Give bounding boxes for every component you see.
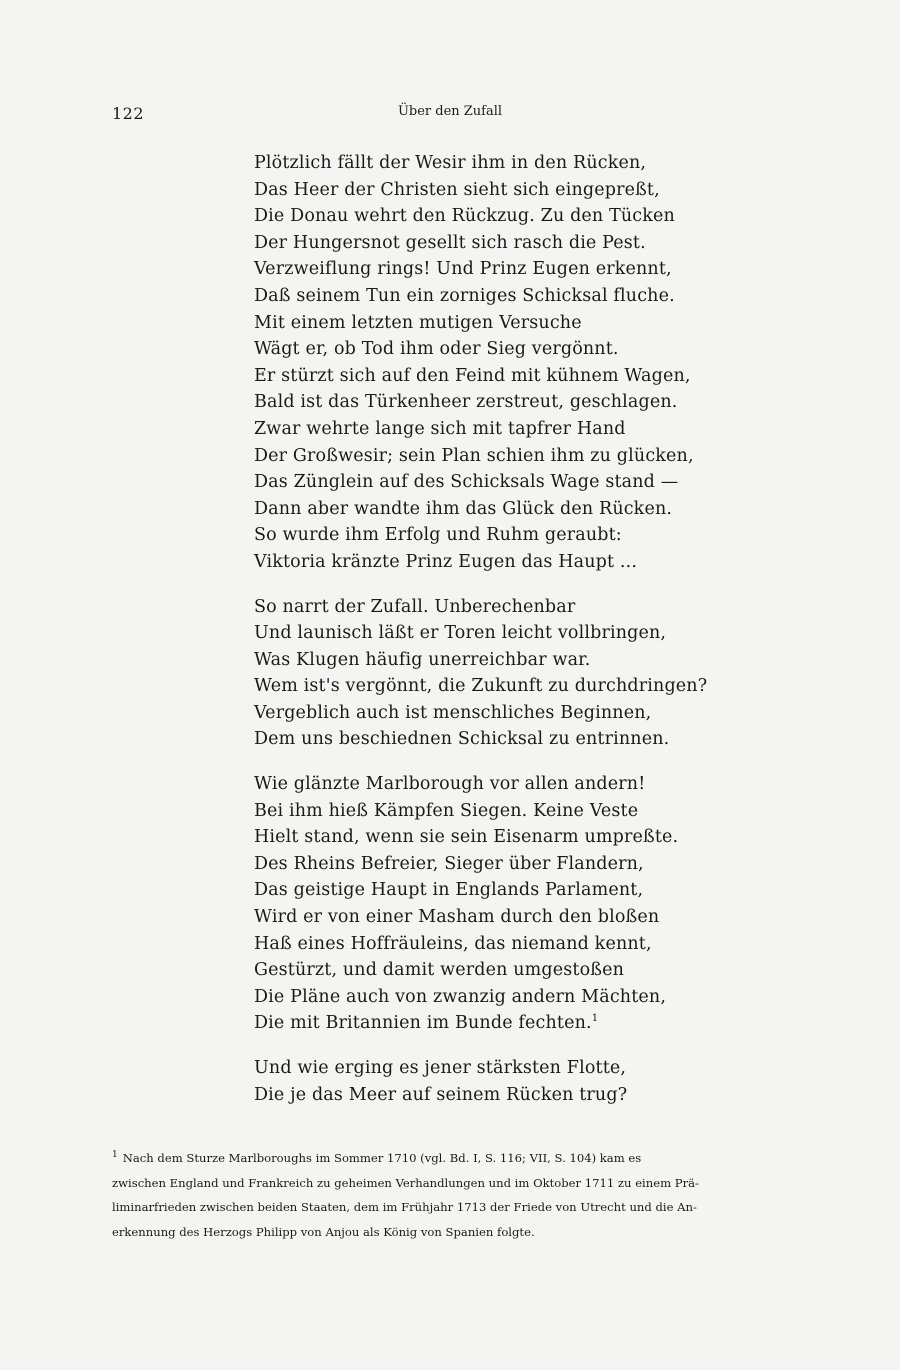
verse-line: Verzweiflung rings! Und Prinz Eugen erkennt, bbox=[254, 259, 672, 280]
footnote-line: zwischen England und Frankreich zu geheimen Verhandlungen und im Oktober 1711 zu einem Prä- bbox=[112, 1175, 699, 1190]
footnote-reference[interactable]: 1 bbox=[591, 1013, 599, 1025]
footnote-line: liminarfrieden zwischen beiden Staaten, dem im Frühjahr 1713 der Friede von Utrecht und die An- bbox=[112, 1200, 697, 1214]
verse-line: So wurde ihm Erfolg und Ruhm geraubt: bbox=[254, 525, 622, 546]
verse-line: Zwar wehrte lange sich mit tapfrer Hand bbox=[254, 418, 626, 439]
verse-line: Das Heer der Christen sieht sich eingepreßt, bbox=[254, 179, 660, 200]
stanza-3 bbox=[254, 771, 754, 1037]
footnote-mark: 1 bbox=[112, 1150, 118, 1161]
verse-line: Dann aber wandte ihm das Glück den Rücken. bbox=[254, 498, 673, 519]
stanza-1 bbox=[254, 150, 754, 576]
stanza-2 bbox=[254, 594, 754, 754]
stanza-4 bbox=[254, 1055, 754, 1108]
running-title: Über den Zufall bbox=[397, 104, 503, 119]
verse-line: Dem uns beschiednen Schicksal zu entrinnen. bbox=[254, 729, 670, 750]
footnote-line: erkennung des Herzogs Philipp von Anjou als König von Spanien folgte. bbox=[112, 1224, 535, 1239]
verse-line: Bald ist das Türkenheer zerstreut, geschlagen. bbox=[254, 392, 678, 413]
verse-line: Das Zünglein auf des Schicksals Wage stand — bbox=[254, 472, 679, 493]
verse-line: Der Hungersnot gesellt sich rasch die Pest. bbox=[254, 232, 646, 253]
verse-line: Gestürzt, und damit werden umgestoßen bbox=[254, 960, 625, 981]
poem bbox=[254, 150, 754, 1108]
verse-line: Wird er von einer Masham durch den bloßen bbox=[254, 907, 660, 928]
verse-line: Die je das Meer auf seinem Rücken trug? bbox=[254, 1084, 628, 1105]
verse-line: Vergeblich auch ist menschliches Beginnen, bbox=[254, 702, 652, 723]
verse-line: Viktoria kränzte Prinz Eugen das Haupt ... bbox=[254, 551, 638, 572]
footnote bbox=[112, 1146, 796, 1244]
verse-line: Wie glänzte Marlborough vor allen andern! bbox=[254, 774, 646, 795]
footnote-text: Nach dem Sturze Marlboroughs im Sommer 1710 (vgl. Bd. I, S. 116; VII, S. 104) kam es bbox=[122, 1151, 642, 1165]
verse-line: So narrt der Zufall. Unberechenbar bbox=[254, 596, 576, 617]
page-header bbox=[112, 104, 788, 128]
verse-text: Die mit Britannien im Bunde fechten. bbox=[254, 1013, 592, 1034]
verse-line: Die Pläne auch von zwanzig andern Mächten, bbox=[254, 986, 667, 1007]
verse-line: Und launisch läßt er Toren leicht vollbringen, bbox=[254, 623, 667, 644]
verse-line: Des Rheins Befreier, Sieger über Flandern, bbox=[254, 853, 644, 874]
verse-line: Bei ihm hieß Kämpfen Siegen. Keine Veste bbox=[254, 800, 639, 821]
verse-line: Wem ist's vergönnt, die Zukunft zu durchdringen? bbox=[254, 676, 708, 697]
verse-line: Daß seinem Tun ein zorniges Schicksal fluche. bbox=[254, 285, 675, 306]
verse-line: Das geistige Haupt in Englands Parlament, bbox=[254, 880, 644, 901]
verse-line: Er stürzt sich auf den Feind mit kühnem Wagen, bbox=[254, 365, 691, 386]
verse-line: Und wie erging es jener stärksten Flotte, bbox=[254, 1058, 627, 1078]
verse-line: Der Großwesir; sein Plan schien ihm zu glücken, bbox=[254, 445, 694, 466]
verse-line: Plötzlich fällt der Wesir ihm in den Rücken, bbox=[254, 153, 647, 173]
verse-line: Die Donau wehrt den Rückzug. Zu den Tücken bbox=[254, 206, 675, 227]
page-number: 122 bbox=[112, 104, 145, 123]
verse-line: Was Klugen häufig unerreichbar war. bbox=[254, 649, 591, 670]
verse-line: Hielt stand, wenn sie sein Eisenarm umpreßte. bbox=[254, 827, 679, 848]
verse-line: Wägt er, ob Tod ihm oder Sieg vergönnt. bbox=[254, 339, 619, 360]
footnote-line bbox=[112, 1146, 796, 1171]
verse-line: Haß eines Hoffräuleins, das niemand kennt, bbox=[254, 933, 652, 954]
verse-line-with-footnote-ref bbox=[254, 1010, 754, 1037]
verse-line: Mit einem letzten mutigen Versuche bbox=[254, 312, 582, 333]
